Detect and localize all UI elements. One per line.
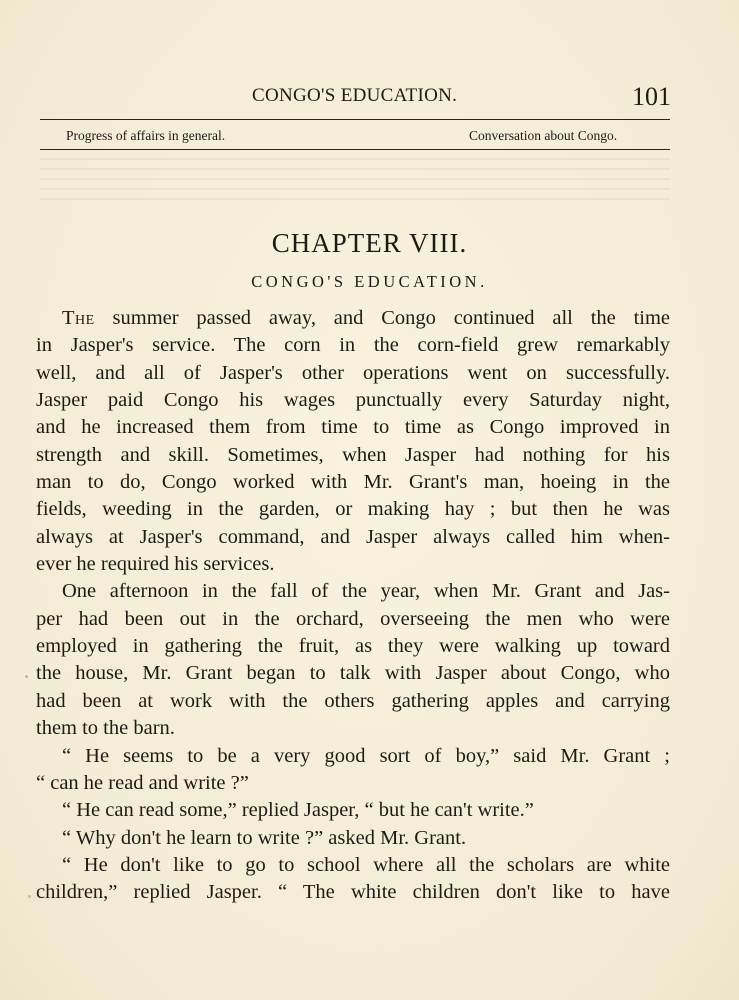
chapter-heading: CHAPTER VIII. <box>271 228 468 258</box>
running-head <box>0 82 739 110</box>
text-line: them to the barn. <box>36 717 175 740</box>
text-line: the house, Mr. Grant began to talk with Jasper about Congo, who <box>36 662 670 685</box>
paper-speck <box>28 895 31 898</box>
body-text <box>36 305 670 907</box>
text-line: in Jasper's service. The corn in the corn-field grew remarkably <box>36 334 670 357</box>
subhead-rule <box>40 149 670 150</box>
text-line: fields, weeding in the garden, or making hay ; but then he was <box>36 498 670 521</box>
text-line: per had been out in the orchard, overseeing the men who were <box>36 607 670 630</box>
text-line: ever he required his services. <box>36 553 275 576</box>
text-line: “ can he read and write ?” <box>36 771 249 794</box>
text-line: children,” replied Jasper. “ The white children don't like to have <box>36 881 670 904</box>
text-line: always at Jasper's command, and Jasper always called him when- <box>36 525 670 548</box>
text-line: Jasper paid Congo his wages punctually every Saturday night, <box>36 389 670 412</box>
text-line: One afternoon in the fall of the year, when Mr. Grant and Jas- <box>62 580 670 603</box>
chapter-title: CONGO'S EDUCATION. <box>251 272 488 291</box>
text-line: “ He can read some,” replied Jasper, “ but he can't write.” <box>62 799 534 822</box>
first-word: The <box>62 307 95 329</box>
running-title: CONGO'S EDUCATION. <box>252 85 458 106</box>
text-line: had been at work with the others gathering apples and carrying <box>36 689 670 712</box>
page-number: 101 <box>632 82 671 111</box>
left-subhead: Progress of affairs in general. <box>66 128 226 143</box>
text-line: “ Why don't he learn to write ?” asked Mr. Grant. <box>62 826 467 849</box>
right-subhead: Conversation about Congo. <box>469 128 618 143</box>
paper-speck <box>25 675 28 678</box>
text-line: “ He seems to be a very good sort of boy,” said Mr. Grant ; <box>62 744 670 767</box>
text-line: “ He don't like to go to school where all the scholars are white <box>62 853 670 876</box>
header-rule <box>40 119 670 120</box>
text-line: man to do, Congo worked with Mr. Grant's man, hoeing in the <box>36 471 670 494</box>
text-line: well, and all of Jasper's other operations went on successfully. <box>36 361 670 384</box>
text-line: and he increased them from time to time as Congo improved in <box>36 416 670 439</box>
text-line: The summer passed away, and Congo continued all the time <box>62 307 671 329</box>
show-through-text <box>40 158 670 200</box>
text-line: employed in gathering the fruit, as they were walking up toward <box>36 635 670 658</box>
text-line: strength and skill. Sometimes, when Jasper had nothing for his <box>36 443 670 466</box>
